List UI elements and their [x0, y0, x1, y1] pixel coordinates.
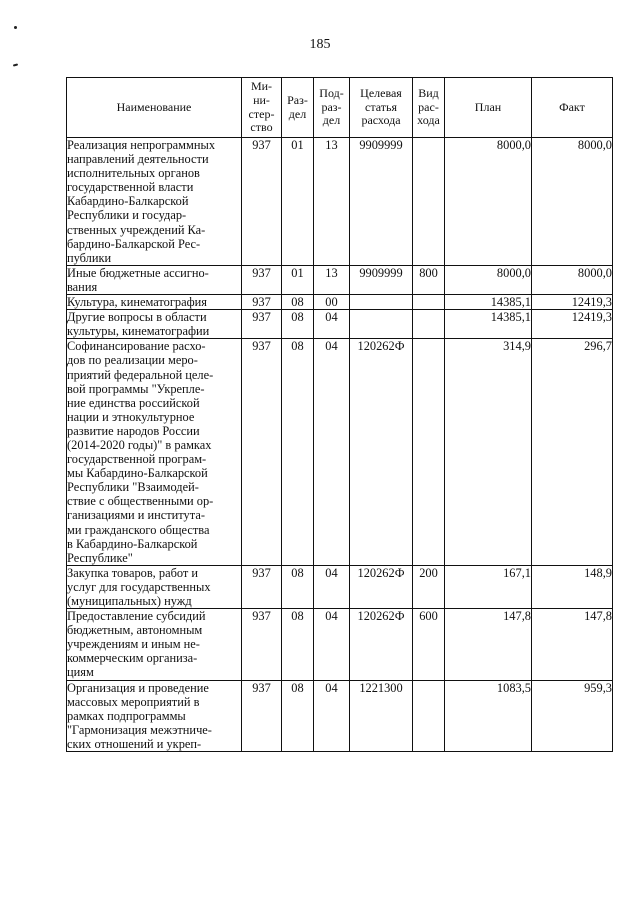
cell-target: 1221300 [350, 680, 413, 751]
cell-target: 9909999 [350, 138, 413, 266]
table-row [67, 138, 613, 266]
header-subsection: Под- раз- дел [314, 78, 350, 138]
cell-section: 08 [282, 609, 314, 680]
header-ministry: Ми- ни- стер- ство [242, 78, 282, 138]
cell-ministry: 937 [242, 138, 282, 266]
cell-section: 08 [282, 565, 314, 608]
scan-speck [13, 63, 18, 66]
cell-fact: 148,9 [532, 565, 613, 608]
cell-plan: 8000,0 [445, 265, 532, 294]
cell-subsection: 04 [314, 680, 350, 751]
cell-fact: 959,3 [532, 680, 613, 751]
cell-subsection: 00 [314, 295, 350, 310]
cell-plan: 14385,1 [445, 295, 532, 310]
table-body [67, 138, 613, 752]
cell-expense-type [413, 138, 445, 266]
row-name: Закупка товаров, работ и услуг для государственных (муниципальных) нужд [67, 565, 242, 608]
cell-ministry: 937 [242, 295, 282, 310]
cell-section: 08 [282, 339, 314, 566]
header-fact: Факт [532, 78, 613, 138]
cell-section: 08 [282, 680, 314, 751]
cell-ministry: 937 [242, 310, 282, 339]
cell-plan: 14385,1 [445, 310, 532, 339]
row-name: Софинансирование расхо- дов по реализации меро- приятий федеральной целе- вой программы "Укрепле- ние единства российской нации и этнокультурное развитие народов России (2014-2020 годы)" в рамках государственной програм- мы Кабардино-Балкарской Республики "Взаимодей- ствие с общественными ор- ганизациями и института- ми гражданского общества в Кабардино-Балкарской Республике" [67, 339, 242, 566]
cell-target: 9909999 [350, 265, 413, 294]
cell-target: 120262Ф [350, 339, 413, 566]
table-row [67, 265, 613, 294]
header-section: Раз- дел [282, 78, 314, 138]
row-name: Предоставление субсидий бюджетным, автономным учреждениям и иным не- коммерческим организа- циям [67, 609, 242, 680]
cell-ministry: 937 [242, 265, 282, 294]
header-plan: План [445, 78, 532, 138]
cell-plan: 8000,0 [445, 138, 532, 266]
cell-plan: 1083,5 [445, 680, 532, 751]
cell-fact: 12419,3 [532, 295, 613, 310]
cell-plan: 147,8 [445, 609, 532, 680]
table-header-row [67, 78, 613, 138]
cell-fact: 147,8 [532, 609, 613, 680]
cell-section: 01 [282, 138, 314, 266]
cell-section: 08 [282, 295, 314, 310]
header-name: Наименование [67, 78, 242, 138]
cell-subsection: 04 [314, 565, 350, 608]
cell-section: 01 [282, 265, 314, 294]
cell-fact: 296,7 [532, 339, 613, 566]
cell-ministry: 937 [242, 565, 282, 608]
page-number: 185 [309, 37, 331, 52]
row-name: Культура, кинематография [67, 295, 242, 310]
row-name: Организация и проведение массовых мероприятий в рамках подпрограммы "Гармонизация межэтниче- ских отношений и укреп- [67, 680, 242, 751]
cell-fact: 8000,0 [532, 138, 613, 266]
cell-section: 08 [282, 310, 314, 339]
cell-subsection: 04 [314, 310, 350, 339]
table-row [67, 339, 613, 566]
row-name: Иные бюджетные ассигно- вания [67, 265, 242, 294]
cell-target: 120262Ф [350, 565, 413, 608]
cell-fact: 12419,3 [532, 310, 613, 339]
cell-ministry: 937 [242, 609, 282, 680]
row-name: Реализация непрограммных направлений деятельности исполнительных органов государственной власти Кабардино-Балкарской Республики и государ- ственных учреждений Ка- бардино-Балкарской Рес- публики [67, 138, 242, 266]
table-row [67, 609, 613, 680]
cell-target: 120262Ф [350, 609, 413, 680]
cell-subsection: 13 [314, 138, 350, 266]
cell-expense-type: 800 [413, 265, 445, 294]
cell-expense-type: 200 [413, 565, 445, 608]
cell-fact: 8000,0 [532, 265, 613, 294]
cell-target [350, 295, 413, 310]
row-name: Другие вопросы в области культуры, кинематографии [67, 310, 242, 339]
cell-expense-type: 600 [413, 609, 445, 680]
cell-ministry: 937 [242, 339, 282, 566]
table-row [67, 680, 613, 751]
table-row [67, 565, 613, 608]
header-expense-type: Вид рас- хода [413, 78, 445, 138]
cell-expense-type [413, 339, 445, 566]
header-target: Целевая статья расхода [350, 78, 413, 138]
cell-expense-type [413, 295, 445, 310]
cell-plan: 314,9 [445, 339, 532, 566]
cell-expense-type [413, 680, 445, 751]
table-row [67, 310, 613, 339]
cell-ministry: 937 [242, 680, 282, 751]
cell-subsection: 04 [314, 609, 350, 680]
scan-speck [14, 26, 17, 29]
cell-plan: 167,1 [445, 565, 532, 608]
budget-table [66, 77, 613, 752]
cell-subsection: 04 [314, 339, 350, 566]
cell-expense-type [413, 310, 445, 339]
table-row [67, 295, 613, 310]
cell-target [350, 310, 413, 339]
cell-subsection: 13 [314, 265, 350, 294]
